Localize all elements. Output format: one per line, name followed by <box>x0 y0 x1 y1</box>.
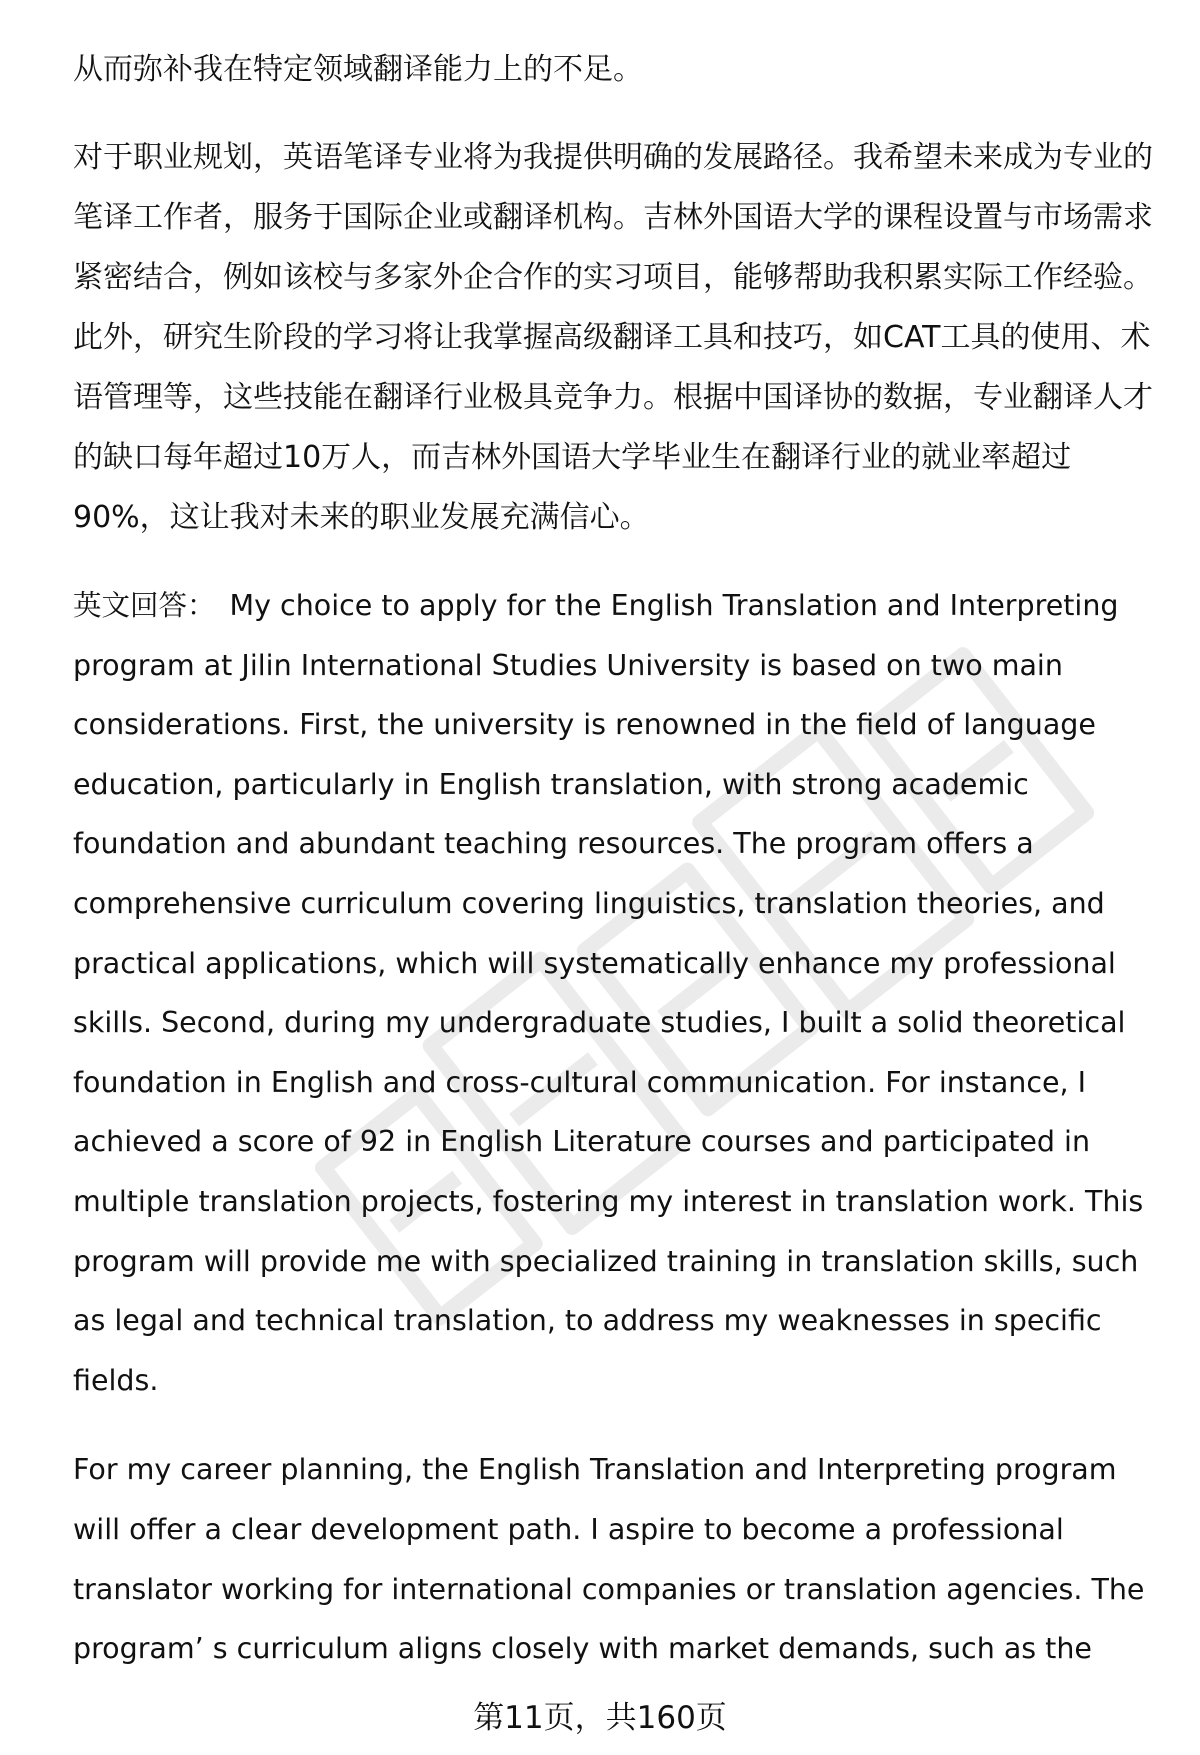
paragraph-continued-chinese: 从而弥补我在特定领域翻译能力上的不足。 <box>73 52 643 87</box>
paragraph-english-answer <box>73 576 1153 1410</box>
english-answer-label: 英文回答： <box>73 589 216 622</box>
paragraph-career-planning-chinese: 对于职业规划，英语笔译专业将为我提供明确的发展路径。我希望未来成为专业的笔译工作者，服务于国际企业或翻译机构。吉林外国语大学的课程设置与市场需求紧密结合，例如该校与多家外企合作的实习项目，能够帮助我积累实际工作经验。此外，研究生阶段的学习将让我掌握高级翻译工具和技巧，如CAT工具的使用、术语管理等，这些技能在翻译行业极具竞争力。根据中国译协的数据，专业翻译人才的缺口每年超过10万人，而吉林外国语大学毕业生在翻译行业的就业率超过90%，这让我对未来的职业发展充满信心。 <box>73 140 1153 535</box>
paragraph-career-planning-english: For my career planning, the English Translation and Interpreting program will offer a clear development path. I aspire to become a professional translator working for international companies or translation agencies. The program’ s curriculum aligns closely with market demands, such as the <box>73 1453 1145 1666</box>
english-answer-text: My choice to apply for the English Translation and Interpreting program at Jilin International Studies University is based on two main considerations. First, the university is renowned in the field of language education, particularly in English translation, with strong academic foundation and abundant teaching resources. The program offers a comprehensive curriculum covering linguistics, translation theories, and practical applications, which will systematically enhance my professional skills. Second, during my undergraduate studies, I built a solid theoretical foundation in English and cross-cultural communication. For instance, I achieved a score of 92 in English Literature courses and participated in multiple translation projects, fostering my interest in translation work. This program will provide me with specialized training in translation skills, such as legal and technical translation, to address my weaknesses in specific fields. <box>73 589 1144 1397</box>
document-page <box>73 40 1153 1679</box>
page-number-footer: 第11页，共160页 <box>473 1700 727 1736</box>
